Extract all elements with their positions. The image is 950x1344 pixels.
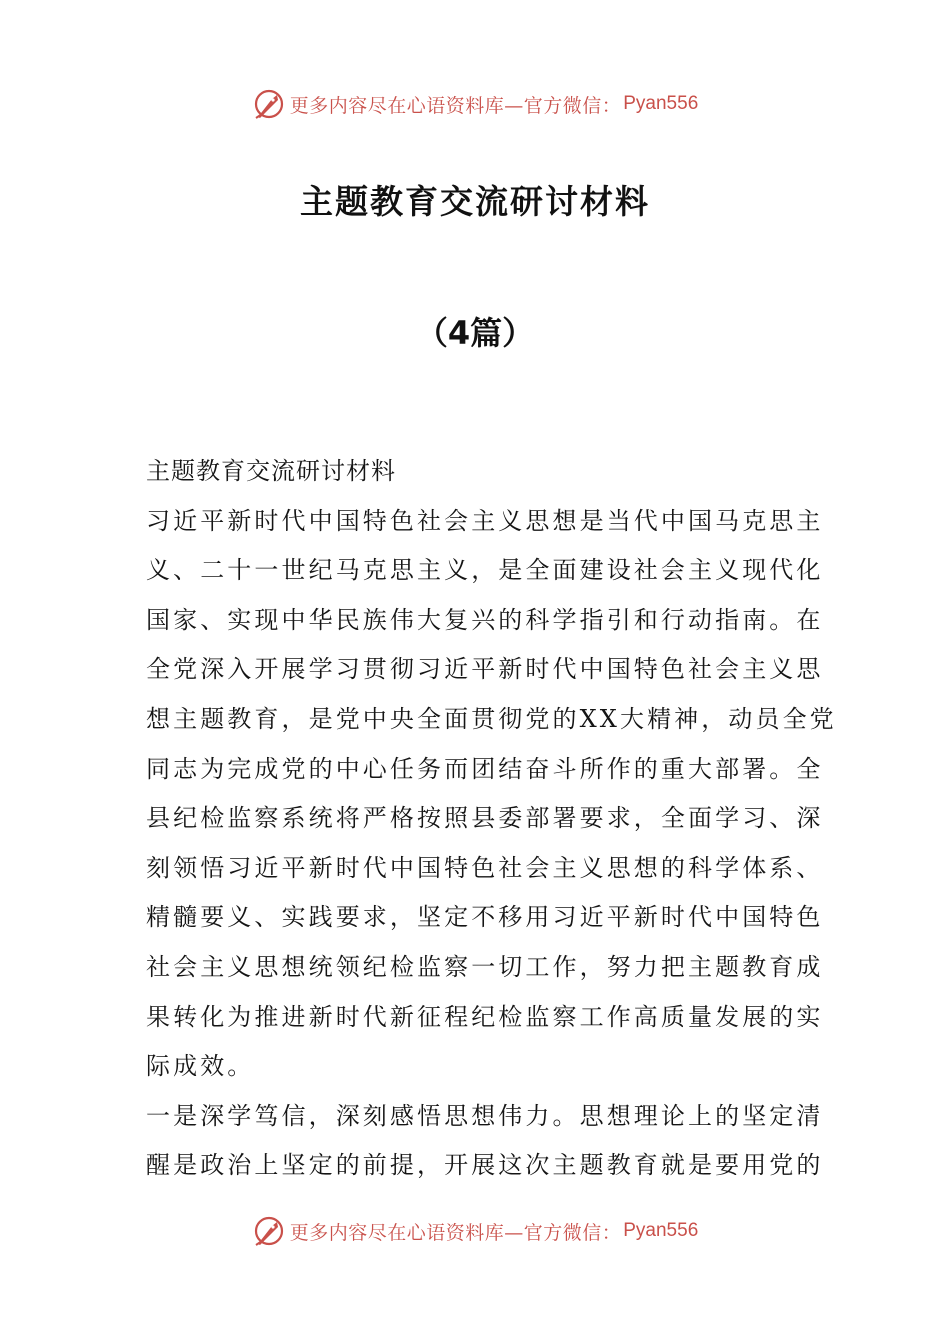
body-line: 一是深学笃信，深刻感悟思想伟力。思想理论上的坚定清: [146, 1101, 824, 1130]
body-line: 果转化为推进新时代新征程纪检监察工作高质量发展的实: [146, 1002, 824, 1031]
body-line: 精髓要义、实践要求，坚定不移用习近平新时代中国特色: [146, 903, 824, 932]
header-watermark-banner: [0, 84, 950, 124]
banner-handle: Pyan556: [623, 1220, 699, 1241]
document-body: [146, 447, 837, 1191]
body-line: 际成效。: [146, 1052, 255, 1081]
body-line: 主题教育交流研讨材料: [146, 457, 396, 485]
body-line: 社会主义思想统领纪检监察一切工作，努力把主题教育成: [146, 952, 824, 981]
footer-watermark-banner: [0, 1211, 950, 1251]
body-line: 刻领悟习近平新时代中国特色社会主义思想的科学体系、: [146, 853, 824, 882]
body-line: 想主题教育，是党中央全面贯彻党的XX大精神，动员全党: [146, 704, 837, 733]
body-line: 县纪检监察系统将严格按照县委部署要求，全面学习、深: [146, 804, 824, 833]
pen-nib-circle-icon: [252, 87, 286, 121]
body-line: 习近平新时代中国特色社会主义思想是当代中国马克思主: [146, 506, 824, 535]
pen-nib-circle-icon: [252, 1214, 286, 1248]
document-title: 主题教育交流研讨材料: [300, 182, 650, 221]
body-line: 义、二十一世纪马克思主义，是全面建设社会主义现代化: [146, 556, 824, 585]
body-line: 同志为完成党的中心任务而团结奋斗所作的重大部署。全: [146, 754, 824, 783]
body-line: 国家、实现中华民族伟大复兴的科学指引和行动指南。在: [146, 605, 824, 634]
banner-handle: Pyan556: [623, 93, 699, 114]
banner-text: 更多内容尽在心语资料库—官方微信：: [289, 94, 622, 117]
banner-text: 更多内容尽在心语资料库—官方微信：: [289, 1221, 622, 1244]
document-subtitle: （4篇）: [415, 314, 535, 352]
body-line: 全党深入开展学习贯彻习近平新时代中国特色社会主义思: [146, 655, 824, 684]
body-line: 醒是政治上坚定的前提，开展这次主题教育就是要用党的: [146, 1151, 824, 1180]
